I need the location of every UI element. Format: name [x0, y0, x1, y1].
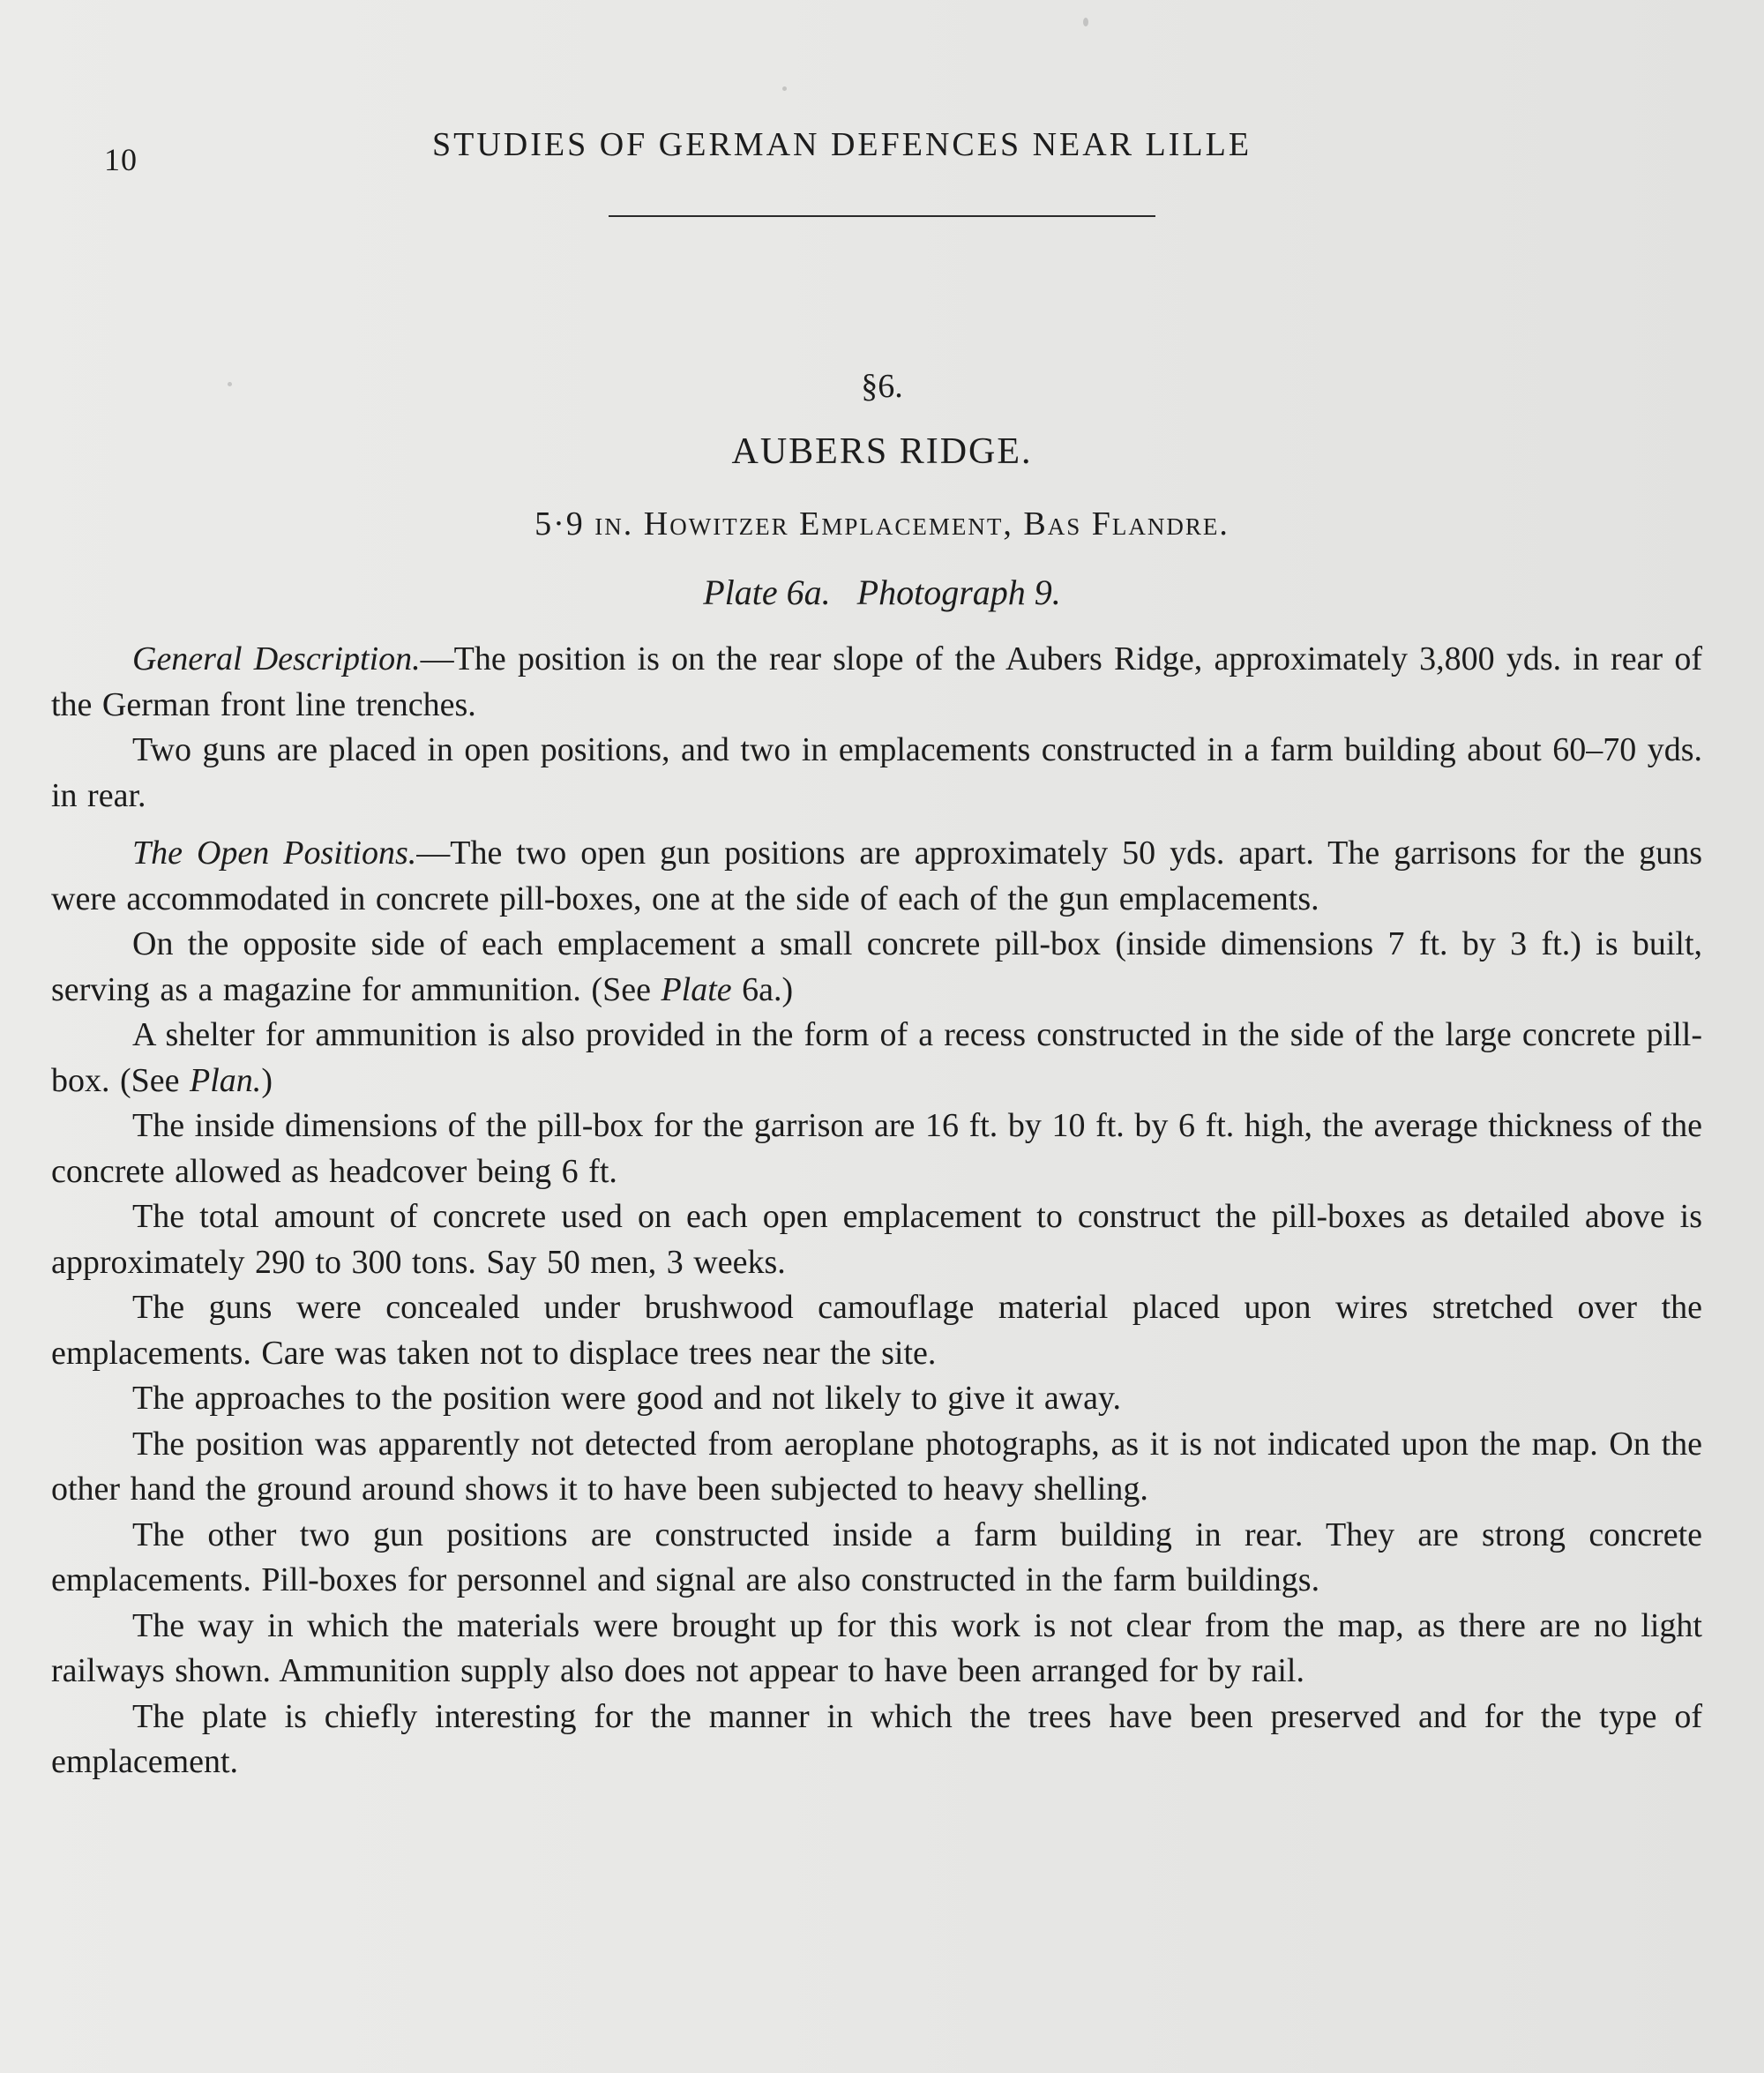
- paragraph: [51, 1513, 1702, 1604]
- paragraph-text: Two guns are placed in open positions, and two in emplacements constructed in a farm building about 60–70 yds. in rear.: [51, 731, 1702, 814]
- paragraph: [51, 1013, 1702, 1104]
- body-text: [51, 637, 1702, 1785]
- paragraph-lead: The Open Positions.: [132, 834, 417, 872]
- paragraph: [51, 1422, 1702, 1513]
- paragraph-text: The approaches to the position were good and not likely to give it away.: [132, 1380, 1122, 1417]
- paragraph: [51, 1194, 1702, 1285]
- paragraph: [51, 1104, 1702, 1194]
- plate-reference: [0, 572, 1764, 613]
- running-head: STUDIES OF GERMAN DEFENCES NEAR LILLE: [432, 126, 1252, 163]
- paragraph-tail: ): [261, 1061, 273, 1099]
- paragraph-text: The way in which the materials were brought up for this work is not clear from the map, as there are no light railways shown. Ammunition supply also does not appear to have been arranged for by rail.: [51, 1606, 1702, 1689]
- paragraph: [51, 1376, 1702, 1422]
- paragraph: [51, 922, 1702, 1013]
- paragraph-text: The other two gun positions are constructed inside a farm building in rear. They are strong concrete emplacements. Pill-boxes for personnel and signal are also constructed in the farm buildings.: [51, 1515, 1702, 1598]
- paragraph-general-description: [51, 637, 1702, 728]
- plate-label: Plate 6a.: [703, 573, 831, 612]
- paragraph-text: The plate is chiefly interesting for the manner in which the trees have been preserved and for the type of emplacement.: [51, 1697, 1702, 1780]
- paragraph-text: A shelter for ammunition is also provided in the form of a recess constructed in the side of the large concrete pill-box. (See: [51, 1016, 1702, 1099]
- section-title: AUBERS RIDGE.: [731, 431, 1033, 472]
- paragraph: [51, 728, 1702, 819]
- paragraph-open-positions: [51, 831, 1702, 922]
- paragraph-text: —The position is on the rear slope of the Aubers Ridge, approximately 3,800 yds. in rear of the German front line trenches.: [51, 640, 1702, 723]
- paragraph-text: The position was apparently not detected from aeroplane photographs, as it is not indicated upon the map. On the other hand the ground around shows it to have been subjected to heavy shelling.: [51, 1425, 1702, 1508]
- header-rule: [609, 215, 1155, 217]
- paragraph-text: The inside dimensions of the pill-box for the garrison are 16 ft. by 10 ft. by 6 ft. high, the average thickness of the concrete allowed as headcover being 6 ft.: [51, 1107, 1702, 1190]
- section-subtitle: 5·9 in. Howitzer Emplacement, Bas Flandre.: [534, 505, 1230, 543]
- paragraph-text: On the opposite side of each emplacement a small concrete pill-box (inside dimensions 7 ft. by 3 ft.) is built, serving as a magazine for ammunition. (See: [51, 925, 1702, 1008]
- photograph-label: Photograph 9.: [856, 573, 1061, 612]
- paragraph: [51, 1285, 1702, 1376]
- print-speck: [1083, 18, 1088, 26]
- plan-cross-reference: Plan.: [190, 1061, 262, 1099]
- page-number: 10: [104, 142, 138, 177]
- plate-cross-reference: Plate: [661, 970, 732, 1008]
- section-number: §6.: [861, 368, 903, 405]
- paragraph-tail: 6a.): [731, 970, 794, 1008]
- paragraph-text: The total amount of concrete used on each open emplacement to construct the pill-boxes as detailed above is approximately 290 to 300 tons. Say 50 men, 3 weeks.: [51, 1198, 1702, 1281]
- paragraph-lead: General Description.: [132, 640, 421, 677]
- print-speck: [782, 86, 787, 91]
- paragraph-text: —The two open gun positions are approximately 50 yds. apart. The garrisons for the guns were accommodated in concrete pill-boxes, one at the side of each of the gun emplacements.: [51, 834, 1702, 917]
- paragraph: [51, 1604, 1702, 1695]
- paragraph: [51, 1695, 1702, 1785]
- paragraph-text: The guns were concealed under brushwood camouflage material placed upon wires stretched over the emplacements. Care was taken not to displace trees near the site.: [51, 1289, 1702, 1372]
